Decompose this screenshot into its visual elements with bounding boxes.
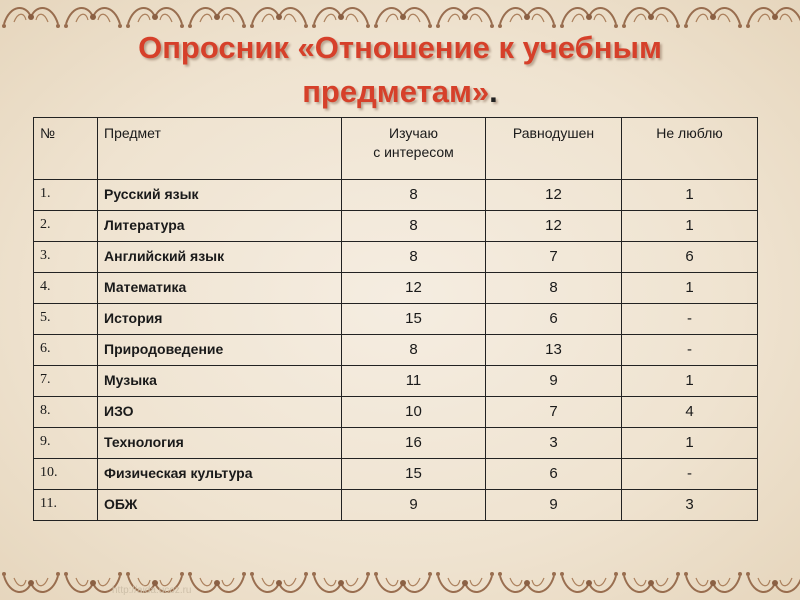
table-row: [34, 366, 758, 397]
watermark-text: http://aida.ucoz.ru: [112, 585, 192, 596]
row-indifferent-count: 8: [486, 273, 622, 304]
row-dislike-count: 4: [622, 397, 758, 428]
row-subject: Математика: [98, 273, 342, 304]
row-interest-count: 8: [342, 335, 486, 366]
row-dislike-count: 6: [622, 242, 758, 273]
row-dislike-count: 1: [622, 428, 758, 459]
row-subject: Музыка: [98, 366, 342, 397]
row-subject: Английский язык: [98, 242, 342, 273]
row-dislike-count: 1: [622, 273, 758, 304]
table-row: [34, 397, 758, 428]
row-indifferent-count: 9: [486, 366, 622, 397]
table-row: [34, 335, 758, 366]
table-row: [34, 273, 758, 304]
row-number: 1.: [34, 180, 98, 211]
header-interest-line2: с интересом: [373, 144, 454, 160]
table-row: [34, 180, 758, 211]
row-subject: ОБЖ: [98, 490, 342, 521]
table-row: [34, 490, 758, 521]
row-dislike-count: -: [622, 304, 758, 335]
table-row: [34, 211, 758, 242]
page-title: [60, 26, 740, 114]
row-number: 3.: [34, 242, 98, 273]
header-number: №: [34, 118, 98, 180]
row-interest-count: 11: [342, 366, 486, 397]
row-interest-count: 8: [342, 211, 486, 242]
row-interest-count: 16: [342, 428, 486, 459]
row-indifferent-count: 3: [486, 428, 622, 459]
header-interest: [342, 118, 486, 180]
survey-table: [33, 117, 758, 521]
row-interest-count: 8: [342, 180, 486, 211]
row-subject: Физическая культура: [98, 459, 342, 490]
row-dislike-count: 3: [622, 490, 758, 521]
row-number: 9.: [34, 428, 98, 459]
row-indifferent-count: 7: [486, 397, 622, 428]
row-interest-count: 15: [342, 459, 486, 490]
row-dislike-count: 1: [622, 211, 758, 242]
title-text: Опросник «Отношение к учебным предметам»: [138, 30, 662, 109]
row-subject: Русский язык: [98, 180, 342, 211]
row-interest-count: 10: [342, 397, 486, 428]
row-indifferent-count: 12: [486, 211, 622, 242]
table-row: [34, 242, 758, 273]
table-row: [34, 304, 758, 335]
row-interest-count: 15: [342, 304, 486, 335]
row-subject: Литература: [98, 211, 342, 242]
header-dislike: Не люблю: [622, 118, 758, 180]
row-number: 6.: [34, 335, 98, 366]
row-interest-count: 9: [342, 490, 486, 521]
row-dislike-count: 1: [622, 366, 758, 397]
row-dislike-count: 1: [622, 180, 758, 211]
table-header-row: [34, 118, 758, 180]
row-number: 2.: [34, 211, 98, 242]
row-subject: Природоведение: [98, 335, 342, 366]
row-interest-count: 8: [342, 242, 486, 273]
row-indifferent-count: 13: [486, 335, 622, 366]
row-number: 7.: [34, 366, 98, 397]
row-indifferent-count: 7: [486, 242, 622, 273]
header-indifferent: Равнодушен: [486, 118, 622, 180]
row-subject: Технология: [98, 428, 342, 459]
table-row: [34, 459, 758, 490]
row-interest-count: 12: [342, 273, 486, 304]
row-number: 11.: [34, 490, 98, 521]
title-end-dot: .: [489, 74, 498, 109]
header-subject: Предмет: [98, 118, 342, 180]
row-number: 5.: [34, 304, 98, 335]
table-row: [34, 428, 758, 459]
row-dislike-count: -: [622, 459, 758, 490]
row-subject: История: [98, 304, 342, 335]
header-interest-line1: Изучаю: [389, 125, 438, 141]
row-indifferent-count: 6: [486, 459, 622, 490]
row-indifferent-count: 12: [486, 180, 622, 211]
row-indifferent-count: 9: [486, 490, 622, 521]
row-number: 10.: [34, 459, 98, 490]
row-number: 4.: [34, 273, 98, 304]
row-number: 8.: [34, 397, 98, 428]
row-indifferent-count: 6: [486, 304, 622, 335]
row-dislike-count: -: [622, 335, 758, 366]
row-subject: ИЗО: [98, 397, 342, 428]
